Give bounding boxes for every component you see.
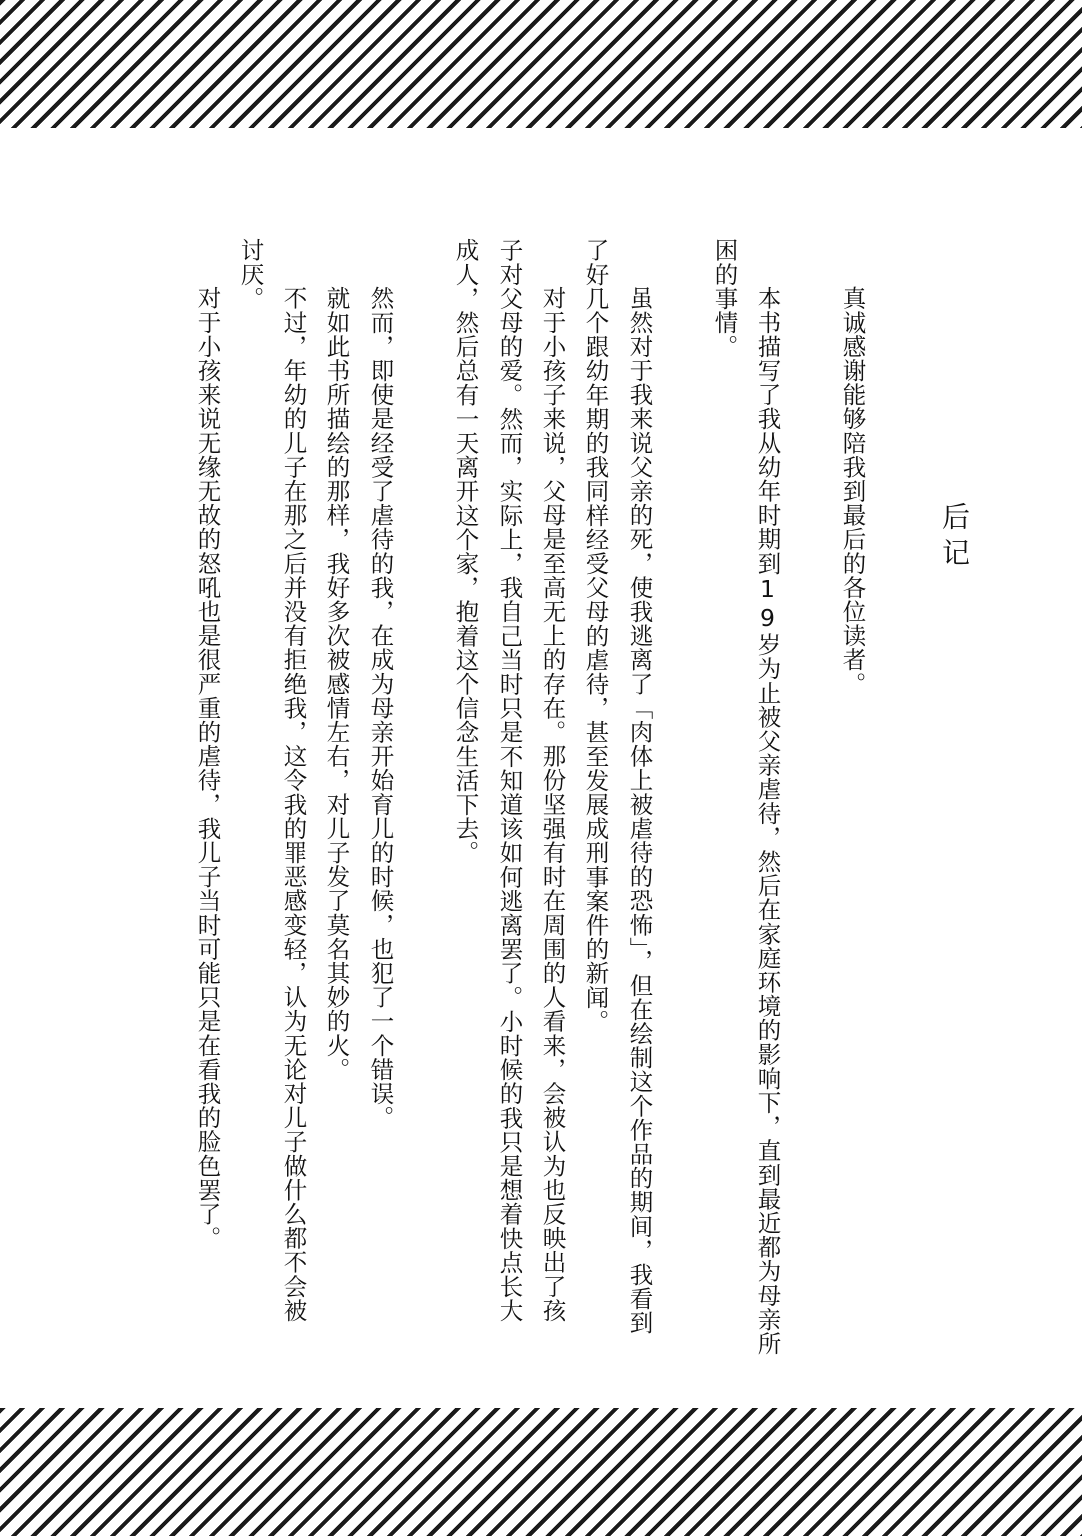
page-title: 后记 <box>938 502 971 574</box>
paragraph-line-11: 不过，年幼的儿子在那之后并没有拒绝我，这令我的罪恶感变轻，认为无论对儿子做什么都不会被 <box>279 286 308 1323</box>
diagonal-stripe-border-bottom <box>0 1408 1082 1536</box>
paragraph-line-1: 真诚感谢能够陪我到最后的各位读者。 <box>838 286 867 696</box>
paragraph-line-8: 成人，然后总有一天离开这个家，抱着这个信念生活下去。 <box>451 238 480 865</box>
paragraph-line-6: 对于小孩子来说，父母是至高无上的存在。那份坚强有时在周围的人看来，会被认为也反映出了孩 <box>538 286 567 1323</box>
diagonal-stripe-border-top <box>0 0 1082 128</box>
paragraph-line-5: 了好几个跟幼年期的我同样经受父母的虐待，甚至发展成刑事案件的新闻。 <box>581 238 610 1034</box>
paragraph-line-13: 对于小孩来说无缘无故的怒吼也是很严重的虐待，我儿子当时可能只是在看我的脸色罢了。 <box>193 286 222 1250</box>
paragraph-line-2: 本书描写了我从幼年时期到19岁为止被父亲虐待，然后在家庭环境的影响下，直到最近都为母亲所 <box>753 286 782 1356</box>
paragraph-line-4: 虽然对于我来说父亲的死，使我逃离了「肉体上被虐待的恐怖」，但在绘制这个作品的期间，我看到 <box>625 286 654 1335</box>
paragraph-line-3: 困的事情。 <box>710 238 739 359</box>
paragraph-line-10: 就如此书所描绘的那样，我好多次被感情左右，对儿子发了莫名其妙的火。 <box>322 286 351 1082</box>
paragraph-line-7: 子对父母的爱。然而，实际上，我自己当时只是不知道该如何逃离罢了。小时候的我只是想着快点长大 <box>495 238 524 1323</box>
paragraph-line-12: 讨厌。 <box>236 238 265 311</box>
paragraph-line-9: 然而，即使是经受了虐待的我，在成为母亲开始育儿的时候，也犯了一个错误。 <box>366 286 395 1130</box>
